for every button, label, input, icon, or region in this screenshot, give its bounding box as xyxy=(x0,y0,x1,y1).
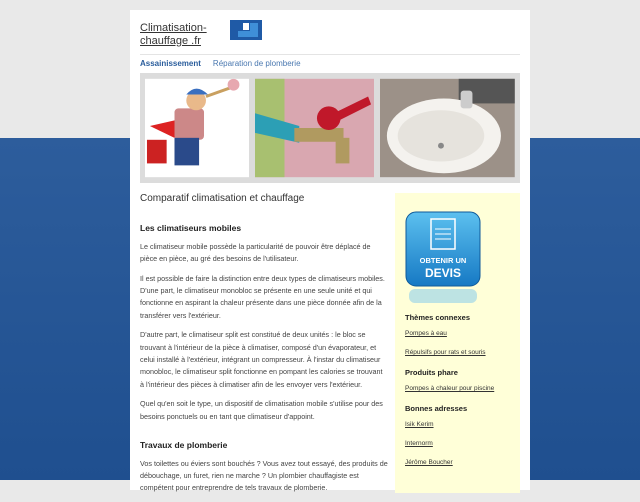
nav-item-reparation-plomberie[interactable]: Réparation de plomberie xyxy=(212,59,301,68)
sidebar-link[interactable]: Isik Kerim xyxy=(405,421,434,428)
sidebar-heading: Produits phare xyxy=(405,368,458,377)
paragraph: Quel qu'en soit le type, un dispositif de climatisation mobile s'utilise pour des besoins ponctuels ou en tant que climatiseur d'appoint. xyxy=(140,399,383,421)
sink-image xyxy=(380,78,515,178)
page-title: Comparatif climatisation et chauffage xyxy=(140,193,305,204)
sidebar-link[interactable]: Pompes à chaleur pour piscine xyxy=(405,385,495,392)
site-logo-link[interactable]: Climatisation-chauffage .fr xyxy=(140,22,207,47)
paragraph: Le climatiseur mobile possède la particularité de pouvoir être déplacé de pièce en pièce, au gré des besoins de l'utilisateur. xyxy=(140,241,371,264)
sidebar-link[interactable]: Jérôme Boucher xyxy=(405,459,453,466)
devis-label-1: OBTENIR UN xyxy=(419,256,467,265)
paragraph: Il est possible de faire la distinction entre deux types de climatiseurs mobiles. D'une part, le climatiseur monobloc se présente en une seule unité et qui fonctionne en aspirant la chaleur présente dans une pièce donnée afin de la transférer vers l'extérieur. xyxy=(140,273,385,320)
logo-icon xyxy=(230,20,262,40)
devis-button[interactable] xyxy=(405,211,481,303)
sidebar-link[interactable]: Répulsifs pour rats et souris xyxy=(405,349,486,356)
plumber-image xyxy=(145,78,249,178)
document-icon xyxy=(405,211,481,303)
sidebar xyxy=(395,193,520,493)
main-content xyxy=(140,193,388,502)
devis-label-2: DEVIS xyxy=(424,266,462,280)
nav-item-assainissement[interactable]: Assainissement xyxy=(140,59,201,68)
main-nav xyxy=(140,59,301,68)
paragraph: D'autre part, le climatiseur split est constitué de deux unités : le bloc se trouvant à l'intérieur de la pièce à climatiser, composé d'un évaporateur, et celui installé à l'extérieur, intégrant un compresseur. À l'instar du climatiseur monobloc, le climatiseur split fonctionne en pompant les calories se trouvant à l'intérieur des pièces à climatiser afin de les envoyer vers l'extérieur. xyxy=(140,330,383,389)
section-heading: Travaux de plomberie xyxy=(140,440,228,451)
sidebar-heading: Thèmes connexes xyxy=(405,313,471,322)
paragraph: Vos toilettes ou éviers sont bouchés ? Vous avez tout essayé, des produits de débouchage, un furet, rien ne marche ? Un plombier chauffagiste est compétent pour entreprendre de tels travaux de plomberie. xyxy=(140,458,388,493)
divider xyxy=(140,54,520,55)
sidebar-heading: Bonnes adresses xyxy=(405,404,468,413)
page-container xyxy=(130,10,530,493)
tap-image xyxy=(255,78,374,178)
sidebar-link[interactable]: Pompes à eau xyxy=(405,330,447,337)
banner xyxy=(140,73,520,183)
section-heading: Les climatiseurs mobiles xyxy=(140,223,242,234)
sidebar-link[interactable]: Internorm xyxy=(405,440,433,447)
